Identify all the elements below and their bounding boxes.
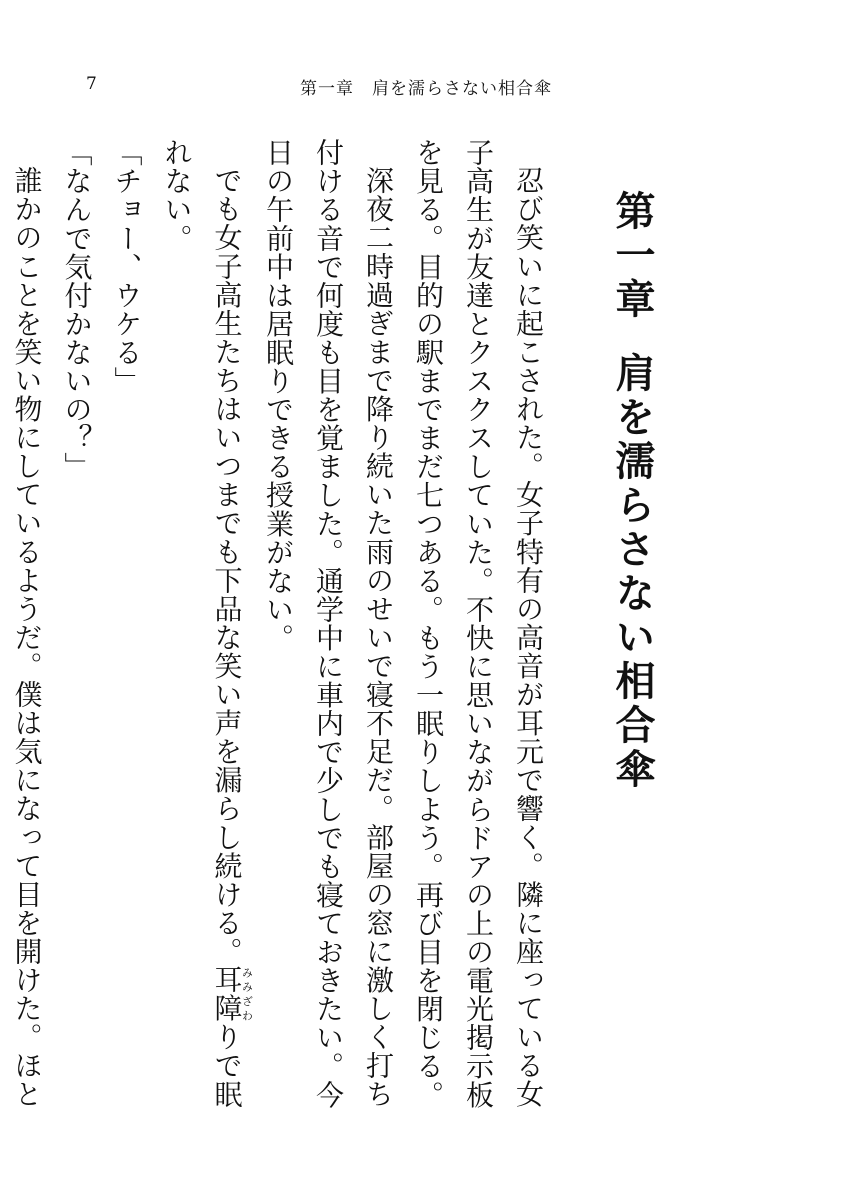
page-number: 7 — [86, 74, 97, 94]
paragraph-text: でも女子高生たちはいつまでも下品な笑い声を漏らし続ける。 — [210, 166, 244, 966]
chapter-heading — [609, 190, 656, 792]
paragraph — [152, 138, 254, 1128]
paragraph-text: りで眠れない。 — [160, 138, 244, 1109]
ruby-word — [210, 965, 254, 1023]
dialogue-line: 「なんで気付かないの？」 — [60, 138, 94, 481]
paragraph: 忍び笑いに起こされた。女子特有の高音が耳元で響く。隣に座っている女子高生が友達とクスクスしていた。不快に思いながらドアの上の電光掲示板を見る。目的の駅までまだ七つある。もう一眠りしよう。再び目を閉じる。 — [412, 138, 545, 1109]
furigana: みみざわ — [240, 965, 254, 1023]
ruby-base: 耳障 — [210, 965, 244, 1023]
body-text — [0, 138, 553, 1128]
paragraph: 深夜二時過ぎまで降り続いた雨のせいで寝不足だ。部屋の窓に激しく打ち付ける音で何度も目を覚ました。通学中に車内で少しでも寝ておきたい。今日の午前中は居眠りできる授業がない。 — [262, 138, 395, 1109]
dialogue-line: 「チョー、ウケる」 — [110, 138, 144, 395]
chapter-label: 第一章 — [609, 190, 656, 322]
running-head: 第一章 肩を濡らさない相合傘 — [300, 79, 552, 99]
paragraph: 誰かのことを笑い物にしているようだ。僕は気になって目を開けた。ほと — [10, 166, 44, 1109]
chapter-title: 肩を濡らさない相合傘 — [609, 352, 656, 792]
